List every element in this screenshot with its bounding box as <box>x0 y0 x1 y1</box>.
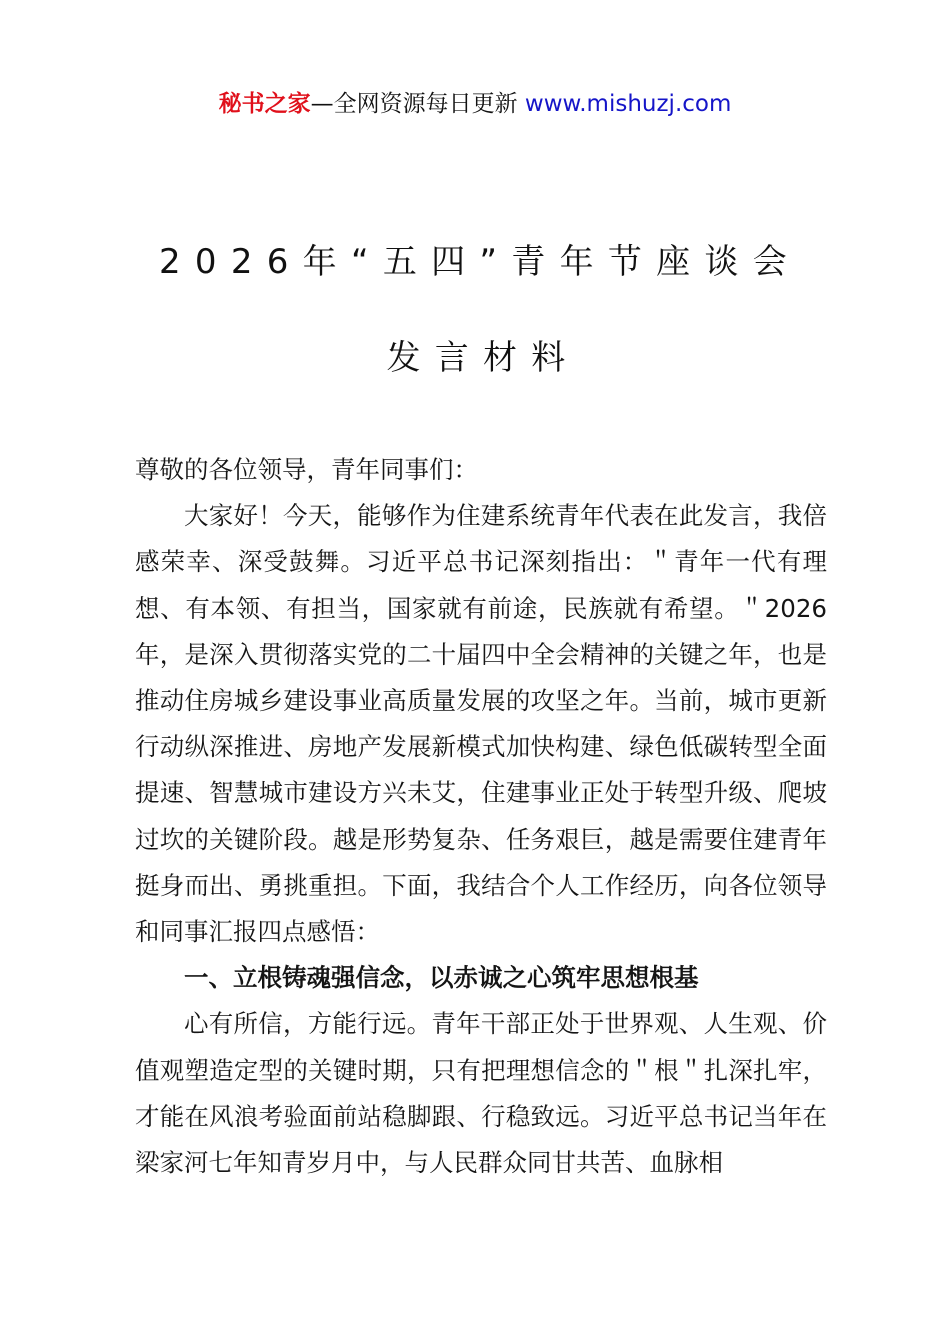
watermark-header <box>0 88 950 120</box>
document-title-line-2: 发言材料 <box>386 338 580 378</box>
section-heading: 一、立根铸魂强信念，以赤诚之心筑牢思想根基 <box>184 963 699 993</box>
document-body <box>135 447 827 1186</box>
brand-name: 秘书之家 <box>218 91 311 117</box>
header-slogan: —全网资源每日更新 <box>310 91 525 117</box>
document-title-line-1: 2026年“五四”青年节座谈会 <box>159 242 801 282</box>
site-url-link[interactable]: www.mishuzj.com <box>524 91 732 117</box>
body-paragraph: 心有所信，方能行远。青年干部正处于世界观、人生观、价值观塑造定型的关键时期，只有把理想信念的＂根＂扎深扎牢，才能在风浪考验面前站稳脚跟、行稳致远。习近平总书记当年在梁家河七年知青岁月中，与人民群众同甘共苦、血脉相 <box>135 1009 827 1178</box>
salutation: 尊敬的各位领导，青年同事们： <box>135 455 478 484</box>
body-paragraph: 大家好！今天，能够作为住建系统青年代表在此发言，我倍感荣幸、深受鼓舞。习近平总书记深刻指出：＂青年一代有理想、有本领、有担当，国家就有前途，民族就有希望。＂2026年，是深入贯彻落实党的二十届四中全会精神的关键之年，也是推动住房城乡建设事业高质量发展的攻坚之年。当前，城市更新行动纵深推进、房地产发展新模式加快构建、绿色低碳转型全面提速、智慧城市建设方兴未艾，住建事业正处于转型升级、爬坡过坎的关键阶段。越是形势复杂、任务艰巨，越是需要住建青年挺身而出、勇挑重担。下面，我结合个人工作经历，向各位领导和同事汇报四点感悟： <box>135 501 827 947</box>
